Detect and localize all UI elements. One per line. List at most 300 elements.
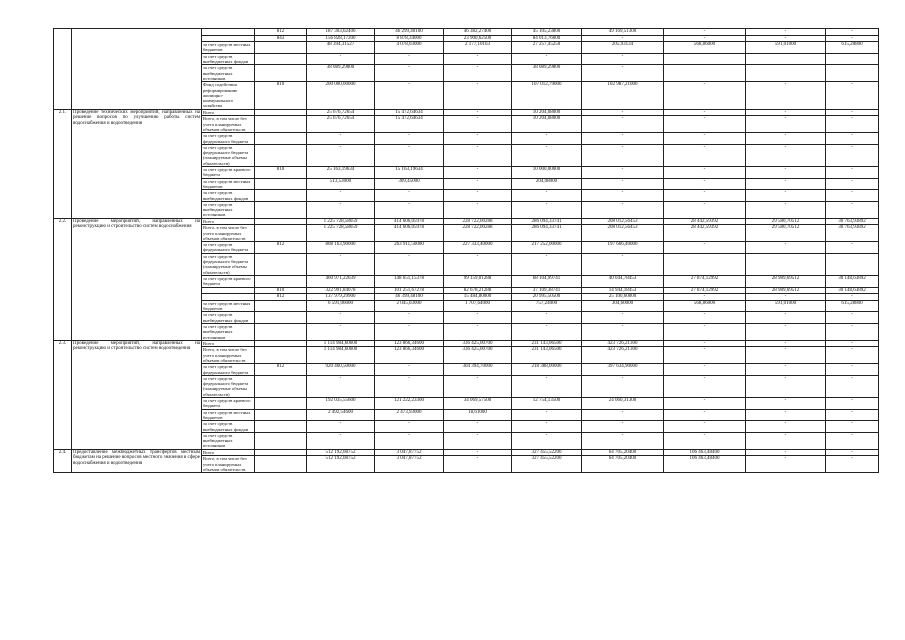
budget-table-body xyxy=(54,29,879,473)
amount-cell: - xyxy=(582,65,664,82)
amount-cell: 591,01000 xyxy=(746,300,826,312)
amount-cell: 2 045,03000 xyxy=(375,300,444,312)
amount-cell: 304,60000 xyxy=(582,300,664,312)
amount-cell: - xyxy=(512,312,582,324)
amount-cell: - xyxy=(512,53,582,65)
amount-cell: - xyxy=(375,253,444,275)
amount-cell: 29 580,70512 xyxy=(746,225,826,242)
amount-cell: - xyxy=(582,409,664,421)
amount-cell xyxy=(746,253,826,275)
amount-cell: 101 251,67278 xyxy=(375,287,444,294)
amount-cell: - xyxy=(664,375,746,397)
amount-cell: 15 472,64634 xyxy=(375,116,444,133)
amount-cell: - xyxy=(746,109,826,116)
amount-cell: - xyxy=(375,421,444,433)
amount-cell: 187 303,62400 xyxy=(307,29,375,36)
amount-cell: - xyxy=(444,323,512,340)
funding-source: за счет средств внебюджетных источников xyxy=(202,201,255,218)
funding-source: за счет средств внебюджетных источников xyxy=(202,65,255,82)
budget-code xyxy=(255,42,307,54)
amount-cell: - xyxy=(826,449,879,456)
amount-cell: - xyxy=(826,398,879,410)
funding-source: Всего, в том числе без учета планируемых объемов обязательств xyxy=(202,116,255,133)
amount-cell: 24 060,31300 xyxy=(582,398,664,410)
funding-source: за счет средств краевого бюджета xyxy=(202,398,255,410)
amount-cell: - xyxy=(826,109,879,116)
budget-code xyxy=(255,421,307,433)
amount-cell: 18,61000 xyxy=(444,409,512,421)
amount-cell: - xyxy=(826,375,879,397)
amount-cell: - xyxy=(826,133,879,145)
amount-cell: 10 204,08000 xyxy=(512,109,582,116)
funding-source: за счет средств внебюджетных фондов xyxy=(202,190,255,202)
amount-cell: 25 676,72654 xyxy=(307,109,375,116)
amount-cell: - xyxy=(746,144,826,166)
amount-cell: 68 104,99741 xyxy=(512,275,582,287)
amount-cell: 25 163,19634 xyxy=(307,167,375,179)
funding-source: за счет средств федерального бюджета xyxy=(202,364,255,376)
amount-cell: 46 299,40100 xyxy=(375,29,444,36)
amount-cell: - xyxy=(444,201,512,218)
amount-cell: - xyxy=(746,242,826,254)
funding-source xyxy=(202,35,255,42)
amount-cell: 84 013,76000 xyxy=(512,35,582,42)
row-number: 2.4. xyxy=(54,449,72,472)
amount-cell: 38 089,29800 xyxy=(512,65,582,82)
amount-cell: 512 192,08752 xyxy=(307,456,375,473)
budget-code: 810 xyxy=(255,82,307,109)
amount-cell: - xyxy=(826,29,879,36)
amount-cell: 228 722,00288 xyxy=(444,218,512,225)
amount-cell: 2 473,93000 xyxy=(375,409,444,421)
amount-cell: - xyxy=(444,144,512,166)
amount-cell: 4 078,03000 xyxy=(375,42,444,54)
amount-cell: - xyxy=(307,133,375,145)
amount-cell: 228 722,00288 xyxy=(444,225,512,242)
amount-cell: - xyxy=(664,294,746,301)
amount-cell: - xyxy=(444,82,512,109)
amount-cell: 568,86000 xyxy=(664,300,746,312)
amount-cell: 29 580,70512 xyxy=(746,218,826,225)
amount-cell: - xyxy=(746,178,826,190)
amount-cell: - xyxy=(582,312,664,324)
amount-cell: 10 204,08000 xyxy=(512,116,582,133)
amount-cell: 38 089,29800 xyxy=(307,65,375,82)
amount-cell: 286 094,33741 xyxy=(512,225,582,242)
amount-cell: 327 455,52200 xyxy=(512,449,582,456)
amount-cell: 49 169,51300 xyxy=(582,29,664,36)
amount-cell: - xyxy=(375,375,444,397)
amount-cell: - xyxy=(307,253,375,275)
budget-code xyxy=(255,340,307,347)
amount-cell: - xyxy=(746,35,826,42)
amount-cell: 156 828,17200 xyxy=(307,35,375,42)
amount-cell: 414 606,05978 xyxy=(375,225,444,242)
amount-cell: 192 035,55600 xyxy=(307,398,375,410)
budget-code xyxy=(255,456,307,473)
funding-source: Всего xyxy=(202,109,255,116)
amount-cell: - xyxy=(664,421,746,433)
budget-code xyxy=(255,178,307,190)
funding-source: за счет средств федерального бюджета xyxy=(202,242,255,254)
amount-cell: 10 000,00000 xyxy=(512,167,582,179)
amount-cell: - xyxy=(664,409,746,421)
amount-cell xyxy=(664,65,746,82)
amount-cell: 123 866,34600 xyxy=(375,347,444,364)
budget-code xyxy=(255,116,307,133)
amount-cell: - xyxy=(582,323,664,340)
amount-cell: - xyxy=(582,190,664,202)
amount-cell: 137 979,29900 xyxy=(307,294,375,301)
amount-cell: 30 763,93892 xyxy=(826,225,879,242)
amount-cell: - xyxy=(512,421,582,433)
amount-cell: - xyxy=(444,65,512,82)
amount-cell: - xyxy=(375,53,444,65)
amount-cell: 45 105,23800 xyxy=(512,29,582,36)
funding-source: Всего, в том числе без учета планируемых объемов обязательств xyxy=(202,456,255,473)
funding-source: за счет средств федерального бюджета xyxy=(202,133,255,145)
measure-description: Проведение технических мероприятий, направленных на решение вопросов по улучшению работы систем водоснабжения и водоотведения xyxy=(72,109,202,218)
amount-cell: - xyxy=(375,364,444,376)
amount-cell: 322 991,84078 xyxy=(307,287,375,294)
amount-cell: 460 971,22639 xyxy=(307,275,375,287)
amount-cell: - xyxy=(746,432,826,449)
budget-table xyxy=(53,28,879,473)
amount-cell: 205,93134 xyxy=(582,42,664,54)
amount-cell: - xyxy=(307,432,375,449)
amount-cell: 15 484,80000 xyxy=(444,294,512,301)
amount-cell: - xyxy=(664,242,746,254)
amount-cell: - xyxy=(375,144,444,166)
amount-cell: 30 763,93892 xyxy=(826,218,879,225)
amount-cell: 200 000,00000 xyxy=(307,82,375,109)
amount-cell: - xyxy=(826,144,879,166)
funding-source: за счет средств федерального бюджета (планируемые объемы обязательств) xyxy=(202,144,255,166)
budget-code xyxy=(255,398,307,410)
amount-cell: 148 651,15378 xyxy=(375,275,444,287)
amount-cell xyxy=(826,253,879,275)
amount-cell: - xyxy=(664,432,746,449)
amount-cell: 15 472,64634 xyxy=(375,109,444,116)
amount-cell: - xyxy=(444,253,512,275)
amount-cell: - xyxy=(582,167,664,179)
amount-cell: - xyxy=(582,144,664,166)
amount-cell: 25 100,60000 xyxy=(582,294,664,301)
amount-cell: - xyxy=(512,190,582,202)
amount-cell: - xyxy=(746,449,826,456)
amount-cell: - xyxy=(512,323,582,340)
amount-cell: - xyxy=(826,178,879,190)
budget-code xyxy=(255,253,307,275)
budget-code xyxy=(255,53,307,65)
amount-cell: 1 225 728,58659 xyxy=(307,218,375,225)
amount-cell: 568,86000 xyxy=(664,42,746,54)
amount-cell: - xyxy=(664,167,746,179)
amount-cell: - xyxy=(582,133,664,145)
amount-cell xyxy=(826,53,879,65)
amount-cell: - xyxy=(444,167,512,179)
amount-cell: 208 012,56453 xyxy=(582,218,664,225)
amount-cell: - xyxy=(375,82,444,109)
amount-cell: - xyxy=(746,398,826,410)
budget-code: 812 xyxy=(255,242,307,254)
amount-cell: 106 463,48400 xyxy=(664,449,746,456)
amount-cell: - xyxy=(826,364,879,376)
budget-code: 843 xyxy=(255,35,307,42)
amount-cell: 8 878,34000 xyxy=(375,35,444,42)
funding-source xyxy=(202,287,255,294)
amount-cell: - xyxy=(746,375,826,397)
amount-cell: - xyxy=(746,201,826,218)
amount-cell: 414 606,05978 xyxy=(375,218,444,225)
amount-cell: - xyxy=(664,29,746,36)
amount-cell: - xyxy=(375,190,444,202)
funding-source: за счет средств местных бюджетов xyxy=(202,409,255,421)
amount-cell: - xyxy=(307,190,375,202)
budget-code: 810 xyxy=(255,167,307,179)
amount-cell: 615,28800 xyxy=(826,42,879,54)
funding-source: за счет средств внебюджетных источников xyxy=(202,432,255,449)
amount-cell: - xyxy=(826,294,879,301)
table-row xyxy=(54,340,879,347)
amount-cell: - xyxy=(444,109,512,116)
table-row xyxy=(54,218,879,225)
budget-code: 812 xyxy=(255,294,307,301)
amount-cell: - xyxy=(582,116,664,133)
funding-source: Всего xyxy=(202,340,255,347)
amount-cell: - xyxy=(746,133,826,145)
amount-cell: - xyxy=(664,178,746,190)
amount-cell: 20 995,50500 xyxy=(512,294,582,301)
amount-cell: - xyxy=(664,116,746,133)
amount-cell: - xyxy=(826,347,879,364)
funding-source: Всего xyxy=(202,218,255,225)
budget-code xyxy=(255,225,307,242)
amount-cell: - xyxy=(664,364,746,376)
budget-code: 810 xyxy=(255,287,307,294)
amount-cell: - xyxy=(375,65,444,82)
budget-code xyxy=(255,375,307,397)
amount-cell: 309,45000 xyxy=(375,178,444,190)
amount-cell: - xyxy=(444,421,512,433)
amount-cell xyxy=(664,53,746,65)
amount-cell: 28 442,59392 xyxy=(664,225,746,242)
amount-cell: 102 987,21000 xyxy=(582,82,664,109)
amount-cell: - xyxy=(746,29,826,36)
amount-cell: 1 225 728,58659 xyxy=(307,225,375,242)
amount-cell: - xyxy=(444,116,512,133)
amount-cell: 46 382,27400 xyxy=(444,29,512,36)
amount-cell: - xyxy=(375,201,444,218)
budget-code xyxy=(255,409,307,421)
amount-cell: - xyxy=(444,456,512,473)
amount-cell: 336 425,00700 xyxy=(444,347,512,364)
amount-cell: 12 754,13500 xyxy=(512,398,582,410)
row-number: 2.2. xyxy=(54,218,72,340)
row-number xyxy=(54,29,72,110)
amount-cell: 28 989,69512 xyxy=(746,287,826,294)
amount-cell: - xyxy=(582,109,664,116)
amount-cell: - xyxy=(826,340,879,347)
amount-cell: - xyxy=(444,432,512,449)
amount-cell: - xyxy=(444,449,512,456)
amount-cell: 27 874,12992 xyxy=(664,287,746,294)
amount-cell: 218 388,00000 xyxy=(512,364,582,376)
amount-cell: - xyxy=(444,133,512,145)
amount-cell: 6 591,06000 xyxy=(307,300,375,312)
funding-source: Фонд содействия реформированию жилищно-коммунального хозяйства xyxy=(202,82,255,109)
amount-cell: - xyxy=(375,312,444,324)
amount-cell: 30 148,63892 xyxy=(826,287,879,294)
amount-cell xyxy=(664,253,746,275)
amount-cell: - xyxy=(307,144,375,166)
amount-cell: - xyxy=(512,432,582,449)
table-row xyxy=(54,449,879,456)
amount-cell: - xyxy=(746,294,826,301)
amount-cell: - xyxy=(826,35,879,42)
amount-cell: - xyxy=(746,82,826,109)
amount-cell: - xyxy=(746,340,826,347)
amount-cell: 14 944,18453 xyxy=(582,287,664,294)
amount-cell: 615,28800 xyxy=(826,300,879,312)
amount-cell: 40 044,78453 xyxy=(582,275,664,287)
amount-cell: - xyxy=(664,190,746,202)
amount-cell: 920 460,50000 xyxy=(307,364,375,376)
table-row xyxy=(54,29,879,36)
amount-cell xyxy=(746,65,826,82)
amount-cell: 423 726,21300 xyxy=(582,347,664,364)
amount-cell: - xyxy=(826,167,879,179)
amount-cell: 217 252,00000 xyxy=(512,242,582,254)
amount-cell: - xyxy=(746,364,826,376)
budget-code xyxy=(255,201,307,218)
amount-cell: 423 726,21300 xyxy=(582,340,664,347)
amount-cell: - xyxy=(826,409,879,421)
budget-code xyxy=(255,109,307,116)
amount-cell: - xyxy=(664,347,746,364)
amount-cell: - xyxy=(307,375,375,397)
amount-cell: 336 425,00700 xyxy=(444,340,512,347)
budget-code xyxy=(255,347,307,364)
amount-cell: 1 114 984,60600 xyxy=(307,347,375,364)
amount-cell: 397 634,90000 xyxy=(582,364,664,376)
funding-source: за счет средств внебюджетных источников xyxy=(202,323,255,340)
funding-source: Всего, в том числе без учета планируемых объемов обязательств xyxy=(202,347,255,364)
amount-cell: - xyxy=(664,109,746,116)
amount-cell: 28 442,59392 xyxy=(664,218,746,225)
amount-cell: 34 069,57500 xyxy=(444,398,512,410)
amount-cell: - xyxy=(664,312,746,324)
table-row xyxy=(54,109,879,116)
amount-cell: - xyxy=(664,133,746,145)
amount-cell: 64 705,20400 xyxy=(582,456,664,473)
amount-cell: 512 192,08752 xyxy=(307,449,375,456)
funding-source: за счет средств местных бюджетов xyxy=(202,178,255,190)
funding-source: за счет средств краевого бюджета xyxy=(202,167,255,179)
amount-cell: 591,01000 xyxy=(746,42,826,54)
amount-cell: 513,53000 xyxy=(307,178,375,190)
amount-cell: 327 455,52200 xyxy=(512,456,582,473)
budget-code xyxy=(255,218,307,225)
amount-cell: - xyxy=(746,421,826,433)
amount-cell: 64 705,20400 xyxy=(582,449,664,456)
amount-cell: - xyxy=(746,116,826,133)
amount-cell: - xyxy=(746,347,826,364)
budget-code xyxy=(255,312,307,324)
amount-cell: - xyxy=(582,432,664,449)
budget-code xyxy=(255,144,307,166)
measure-description: Проведение мероприятий, направленных на реконструкцию и строительство систем водоотведения xyxy=(72,340,202,449)
amount-cell: 227 333,40000 xyxy=(444,242,512,254)
amount-cell: - xyxy=(826,421,879,433)
amount-cell: 2 492,54600 xyxy=(307,409,375,421)
amount-cell: 25 676,72654 xyxy=(307,116,375,133)
amount-cell: 231 143,06500 xyxy=(512,340,582,347)
amount-cell: - xyxy=(664,82,746,109)
amount-cell: 231 143,06500 xyxy=(512,347,582,364)
budget-code xyxy=(255,300,307,312)
amount-cell: 3 047,87752 xyxy=(375,449,444,456)
amount-cell: 1 707,64000 xyxy=(444,300,512,312)
measure-description: Проведение мероприятий, направленных на реконструкцию и строительство систем водоснабжения xyxy=(72,218,202,340)
amount-cell: - xyxy=(826,116,879,133)
amount-cell: 28 989,69512 xyxy=(746,275,826,287)
amount-cell: - xyxy=(664,201,746,218)
amount-cell: 2 177,10163 xyxy=(444,42,512,54)
amount-cell: - xyxy=(375,133,444,145)
amount-cell: 197 666,40000 xyxy=(582,242,664,254)
amount-cell: - xyxy=(512,201,582,218)
amount-cell: 757,24000 xyxy=(512,300,582,312)
amount-cell: - xyxy=(826,456,879,473)
amount-cell: - xyxy=(512,253,582,275)
amount-cell: - xyxy=(444,312,512,324)
amount-cell: - xyxy=(375,323,444,340)
amount-cell: 99 159,01288 xyxy=(444,275,512,287)
amount-cell: - xyxy=(307,421,375,433)
funding-source: за счет средств внебюджетных фондов xyxy=(202,53,255,65)
measure-description: Предоставление межбюджетных трансфертов местным бюджетам на решение вопросов местного значения в сфере водоснабжения и водоотведения xyxy=(72,449,202,472)
budget-code xyxy=(255,133,307,145)
funding-source xyxy=(202,29,255,36)
amount-cell: - xyxy=(307,323,375,340)
amount-cell: - xyxy=(375,432,444,449)
amount-cell: 1 114 984,60600 xyxy=(307,340,375,347)
budget-code: 812 xyxy=(255,29,307,36)
budget-code xyxy=(255,449,307,456)
amount-cell: - xyxy=(664,340,746,347)
amount-cell: - xyxy=(582,375,664,397)
amount-cell: - xyxy=(826,432,879,449)
funding-source: за счет средств краевого бюджета xyxy=(202,275,255,287)
amount-cell: 208 012,56453 xyxy=(582,225,664,242)
amount-cell: - xyxy=(746,456,826,473)
amount-cell: 304 394,70000 xyxy=(444,364,512,376)
amount-cell: - xyxy=(582,421,664,433)
funding-source: за счет средств внебюджетных фондов xyxy=(202,312,255,324)
amount-cell: - xyxy=(664,144,746,166)
amount-cell: - xyxy=(664,398,746,410)
amount-cell: - xyxy=(664,323,746,340)
amount-cell: - xyxy=(746,323,826,340)
amount-cell xyxy=(746,53,826,65)
amount-cell: - xyxy=(826,312,879,324)
amount-cell: 204,08000 xyxy=(512,178,582,190)
amount-cell: - xyxy=(826,190,879,202)
measure-description xyxy=(72,29,202,110)
amount-cell: - xyxy=(512,375,582,397)
amount-cell xyxy=(826,65,879,82)
